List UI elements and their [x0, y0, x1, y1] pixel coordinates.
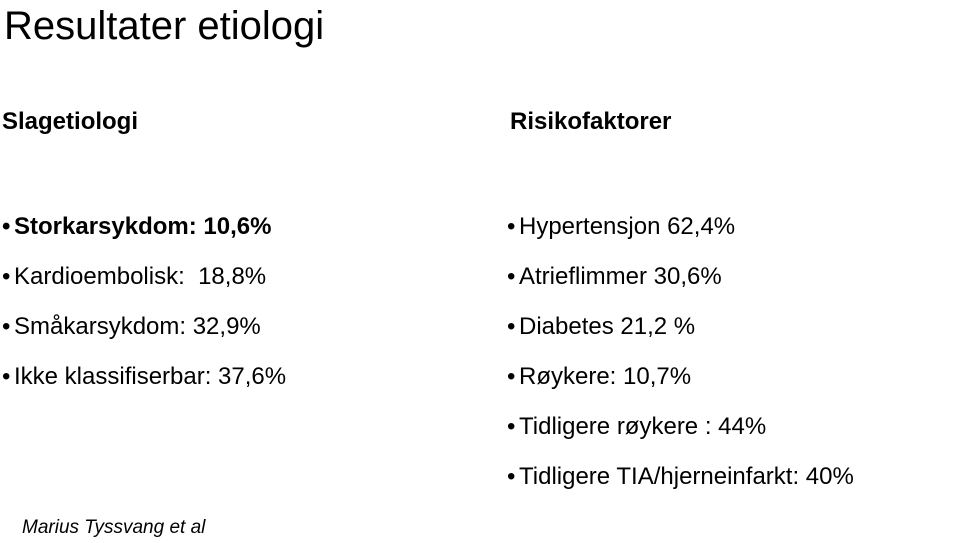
bullet-icon: •: [2, 363, 11, 390]
slagetiologi-list: [2, 202, 286, 402]
list-item: [2, 202, 286, 252]
list-item-text: Røykere: 10,7%: [519, 363, 692, 390]
list-item-text: Atrieflimmer 30,6%: [519, 263, 722, 290]
author-credit: Marius Tyssvang et al: [22, 517, 206, 538]
list-item: [507, 302, 854, 352]
bullet-icon: •: [507, 463, 516, 490]
bullet-icon: •: [507, 313, 516, 340]
list-item-text: Ikke klassifiserbar: 37,6%: [14, 363, 287, 390]
list-item-text: Småkarsykdom: 32,9%: [14, 313, 261, 340]
bullet-icon: •: [507, 213, 516, 240]
list-item-text: Tidligere TIA/hjerneinfarkt: 40%: [519, 463, 854, 490]
list-item: [507, 402, 854, 452]
list-item: [2, 352, 286, 402]
list-item: [507, 352, 854, 402]
list-item: [507, 252, 854, 302]
list-item: [507, 452, 854, 502]
list-item-text: Storkarsykdom: 10,6%: [14, 213, 272, 240]
list-item: [2, 252, 286, 302]
bullet-icon: •: [507, 363, 516, 390]
bullet-icon: •: [2, 263, 11, 290]
list-item: [507, 202, 854, 252]
slagetiologi-heading: Slagetiologi: [2, 108, 139, 135]
risikofaktorer-list: [507, 202, 854, 502]
bullet-icon: •: [507, 263, 516, 290]
list-item-text: Diabetes 21,2 %: [519, 313, 696, 340]
risikofaktorer-heading: Risikofaktorer: [510, 108, 672, 135]
bullet-icon: •: [2, 213, 11, 240]
bullet-icon: •: [507, 413, 516, 440]
list-item-text: Kardioembolisk: 18,8%: [14, 263, 267, 290]
list-item-text: Hypertensjon 62,4%: [519, 213, 736, 240]
list-item: [2, 302, 286, 352]
bullet-icon: •: [2, 313, 11, 340]
slide-title: Resultater etiologi: [4, 4, 325, 48]
list-item-text: Tidligere røykere : 44%: [519, 413, 767, 440]
